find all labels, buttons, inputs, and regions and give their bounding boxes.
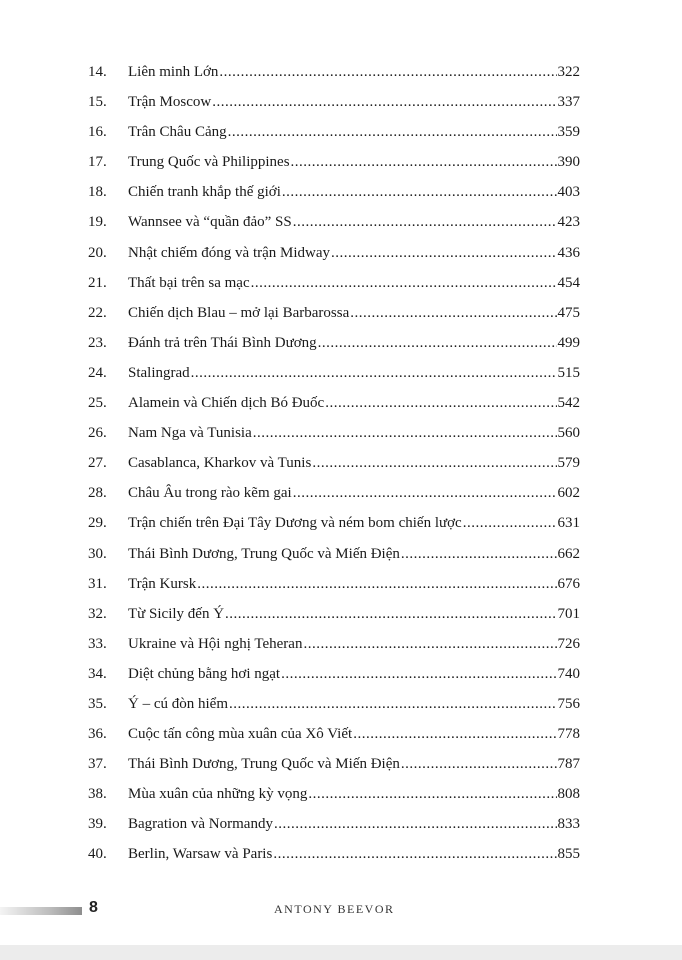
chapter-number: 17. xyxy=(88,154,107,171)
toc-entry xyxy=(88,154,580,184)
dot-leader xyxy=(251,275,557,292)
chapter-page-number: 602 xyxy=(557,485,580,502)
toc-entry xyxy=(88,606,580,636)
chapter-page-number: 787 xyxy=(557,756,580,773)
dot-leader xyxy=(350,305,556,322)
chapter-title: Casablanca, Kharkov và Tunis xyxy=(128,455,312,472)
dot-leader xyxy=(225,606,556,623)
dot-leader xyxy=(293,485,557,502)
toc-entry xyxy=(88,576,580,606)
chapter-page-number: 359 xyxy=(557,124,580,141)
toc-entry xyxy=(88,515,580,545)
chapter-number: 35. xyxy=(88,695,107,712)
toc-entry xyxy=(88,485,580,515)
dot-leader xyxy=(219,64,556,81)
chapter-number: 40. xyxy=(88,846,107,863)
chapter-title: Alamein và Chiến dịch Bó Đuốc xyxy=(128,395,325,412)
toc-entry xyxy=(88,275,580,305)
chapter-page-number: 436 xyxy=(557,244,580,261)
chapter-page-number: 560 xyxy=(557,425,580,442)
footer-page-number: 8 xyxy=(89,899,98,916)
chapter-number: 38. xyxy=(88,786,107,803)
toc-entry xyxy=(88,666,580,696)
chapter-page-number: 740 xyxy=(557,665,580,682)
chapter-title: Nam Nga và Tunisia xyxy=(128,425,252,442)
chapter-title: Trân Châu Cảng xyxy=(128,124,227,141)
dot-leader xyxy=(293,214,557,231)
chapter-title: Berlin, Warsaw và Paris xyxy=(128,846,273,863)
chapter-page-number: 778 xyxy=(557,726,580,743)
chapter-number: 36. xyxy=(88,726,107,743)
chapter-page-number: 322 xyxy=(557,64,580,80)
toc-entry xyxy=(88,756,580,786)
chapter-number: 16. xyxy=(88,124,107,141)
chapter-page-number: 662 xyxy=(557,545,580,562)
chapter-number: 26. xyxy=(88,425,107,442)
chapter-title: Trận Moscow xyxy=(128,94,212,111)
chapter-title: Bagration và Normandy xyxy=(128,816,273,833)
chapter-number: 39. xyxy=(88,816,107,833)
dot-leader xyxy=(229,696,557,713)
chapter-number: 23. xyxy=(88,334,107,351)
toc-entry xyxy=(88,786,580,816)
chapter-title: Chiến tranh khắp thế giới xyxy=(128,184,281,201)
chapter-page-number: 542 xyxy=(557,395,580,412)
chapter-number: 24. xyxy=(88,364,107,381)
toc-entry xyxy=(88,816,580,846)
dot-leader xyxy=(282,184,557,201)
chapter-page-number: 676 xyxy=(557,575,580,592)
chapter-number: 21. xyxy=(88,274,107,291)
chapter-title: Thái Bình Dương, Trung Quốc và Miến Điện xyxy=(128,545,400,562)
chapter-number: 33. xyxy=(88,635,107,652)
chapter-number: 20. xyxy=(88,244,107,261)
dot-leader xyxy=(463,515,557,532)
dot-leader xyxy=(274,816,557,833)
chapter-title: Trận chiến trên Đại Tây Dương và ném bom chiến lược xyxy=(128,515,462,532)
toc-entry xyxy=(88,846,580,876)
toc-entry xyxy=(88,546,580,576)
dot-leader xyxy=(291,154,557,171)
chapter-title: Từ Sicily đến Ý xyxy=(128,605,225,622)
chapter-number: 14. xyxy=(88,64,107,80)
chapter-page-number: 499 xyxy=(557,334,580,351)
chapter-page-number: 390 xyxy=(557,154,580,171)
chapter-number: 37. xyxy=(88,756,107,773)
chapter-number: 18. xyxy=(88,184,107,201)
dot-leader xyxy=(325,395,556,412)
toc-entry xyxy=(88,64,580,94)
chapter-title: Chiến dịch Blau – mở lại Barbarossa xyxy=(128,304,350,321)
chapter-title: Diệt chủng bằng hơi ngạt xyxy=(128,665,281,682)
toc-entry xyxy=(88,365,580,395)
chapter-page-number: 701 xyxy=(557,605,580,622)
toc-entry xyxy=(88,335,580,365)
chapter-page-number: 515 xyxy=(557,364,580,381)
chapter-title: Trận Kursk xyxy=(128,575,197,592)
chapter-title: Châu Âu trong rào kẽm gai xyxy=(128,485,292,502)
chapter-title: Liên minh Lớn xyxy=(128,64,219,80)
dot-leader xyxy=(253,425,557,442)
chapter-page-number: 337 xyxy=(557,94,580,111)
dot-leader xyxy=(281,666,556,683)
chapter-title: Ukraine và Hội nghị Teheran xyxy=(128,635,303,652)
dot-leader xyxy=(191,365,557,382)
dot-leader xyxy=(353,726,556,743)
toc-entry xyxy=(88,124,580,154)
chapter-title: Nhật chiếm đóng và trận Midway xyxy=(128,244,331,261)
dot-leader xyxy=(308,786,556,803)
toc-entry xyxy=(88,425,580,455)
chapter-page-number: 454 xyxy=(557,274,580,291)
chapter-page-number: 833 xyxy=(557,816,580,833)
chapter-title: Wannsee và “quần đảo” SS xyxy=(128,214,292,231)
dot-leader xyxy=(318,335,557,352)
chapter-title: Cuộc tấn công mùa xuân của Xô Viết xyxy=(128,726,353,743)
chapter-page-number: 631 xyxy=(557,515,580,532)
chapter-title: Thái Bình Dương, Trung Quốc và Miến Điện xyxy=(128,756,400,773)
chapter-number: 19. xyxy=(88,214,107,231)
footer-author: ANTONY BEEVOR xyxy=(274,902,395,916)
dot-leader xyxy=(228,124,557,141)
dot-leader xyxy=(401,756,557,773)
toc-entry xyxy=(88,636,580,666)
chapter-number: 34. xyxy=(88,665,107,682)
toc-entry xyxy=(88,726,580,756)
dot-leader xyxy=(303,636,556,653)
chapter-number: 32. xyxy=(88,605,107,622)
dot-leader xyxy=(331,245,556,262)
toc-entry xyxy=(88,455,580,485)
chapter-page-number: 403 xyxy=(557,184,580,201)
table-of-contents xyxy=(88,64,580,877)
chapter-page-number: 579 xyxy=(557,455,580,472)
chapter-title: Đánh trả trên Thái Bình Dương xyxy=(128,334,317,351)
chapter-number: 15. xyxy=(88,94,107,111)
chapter-page-number: 808 xyxy=(557,786,580,803)
chapter-number: 29. xyxy=(88,515,107,532)
toc-entry xyxy=(88,184,580,214)
dot-leader xyxy=(197,576,556,593)
dot-leader xyxy=(273,846,556,863)
toc-entry xyxy=(88,245,580,275)
toc-entry xyxy=(88,214,580,244)
toc-entry xyxy=(88,94,580,124)
chapter-page-number: 855 xyxy=(557,846,580,863)
chapter-title: Mùa xuân của những kỳ vọng xyxy=(128,786,308,803)
chapter-number: 27. xyxy=(88,455,107,472)
toc-entry xyxy=(88,395,580,425)
chapter-number: 31. xyxy=(88,575,107,592)
chapter-title: Trung Quốc và Philippines xyxy=(128,154,290,171)
chapter-page-number: 726 xyxy=(557,635,580,652)
chapter-title: Ý – cú đòn hiểm xyxy=(128,695,228,712)
chapter-number: 22. xyxy=(88,304,107,321)
chapter-number: 28. xyxy=(88,485,107,502)
chapter-page-number: 475 xyxy=(557,304,580,321)
chapter-title: Thất bại trên sa mạc xyxy=(128,274,250,291)
chapter-title: Stalingrad xyxy=(128,364,190,381)
dot-leader xyxy=(401,546,557,563)
toc-entry xyxy=(88,696,580,726)
chapter-page-number: 756 xyxy=(557,695,580,712)
footer-gradient-bar xyxy=(0,907,82,915)
dot-leader xyxy=(312,455,556,472)
toc-entry xyxy=(88,305,580,335)
chapter-number: 25. xyxy=(88,395,107,412)
dot-leader xyxy=(212,94,556,111)
chapter-number: 30. xyxy=(88,545,107,562)
chapter-page-number: 423 xyxy=(557,214,580,231)
